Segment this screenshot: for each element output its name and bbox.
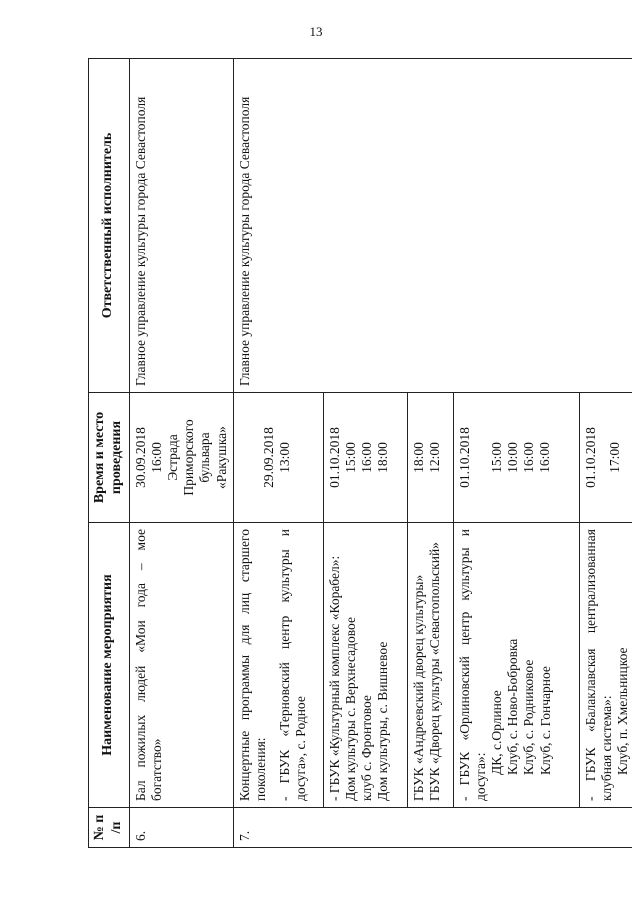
list-item: Клуб, с. Родниковое [521,659,537,775]
andreev-time [407,393,453,523]
list-item: Клуб, с. Ново-Бобровка [505,638,521,775]
events-table [88,58,632,848]
list-item: ГБУК «Дворец культуры «Севастопольский» [426,542,442,801]
row7-time-line: 29.09.2018 [260,427,276,488]
header-responsible: Ответственный исполнитель [89,59,130,393]
list-item: ГБУК «Андреевский дворец культуры» [410,574,426,801]
table-row [129,59,233,848]
orlin-time-line: 15:00 [488,442,504,473]
row6-time-line: «Ракушка» [213,426,229,489]
list-item: Клуб, п. Хмельницкое [615,647,631,775]
korabel-time-line: 15:00 [342,442,358,473]
andreev-time-line: 12:00 [426,442,442,473]
orlin-time-line: 10:00 [505,442,521,473]
row7-sub: - ГБУК «Терновский центр культуры и досуга», с. Родное [277,529,309,801]
rotated-table-container [88,58,631,848]
orlin-date: 01.10.2018 [456,427,472,488]
list-item: Дом культуры с. Верхнесадовое [342,617,358,801]
list-item: клуб с. Фронтовое [359,695,375,801]
orlin-time [453,393,579,523]
list-item: Клуб, с. Гончарное [537,666,553,775]
korabel-time-line: 18:00 [375,442,391,473]
row6-time-line: Эстрада Приморского [164,419,197,496]
balaklava-title: - ГБУК «Балаклавская централизованная клубная система»: [582,529,614,801]
row7-num: 7. [233,808,632,848]
header-event-name: Наименование мероприятия [89,523,130,808]
korabel-time-line: 01.10.2018 [326,427,342,488]
andreev-name [407,523,453,808]
header-num: № п /п [89,808,130,848]
balaklava-time [579,393,632,523]
row6-time-line: 16:00 [148,442,164,473]
orlin-time-line: 16:00 [521,442,537,473]
table-row [233,59,323,848]
row7-name [233,523,323,808]
list-item: ДК, с.Орлиное [489,690,505,775]
table-header-row [89,59,130,848]
list-item: Дом культуры, с. Вишневое [375,641,391,801]
row7-responsible: Главное управление культуры города Севастополя [233,59,632,393]
korabel-time [323,393,407,523]
andreev-time-line: 18:00 [410,442,426,473]
row7-time-line: 13:00 [276,442,292,473]
row6-name: Бал пожилых людей «Мои года – мое богатство» [129,523,233,808]
row6-time [129,393,233,523]
orlin-name [453,523,579,808]
balaklava-time-line: 17:00 [606,442,622,473]
korabel-name [323,523,407,808]
row7-intro: Концертные программы для лиц старшего поколения: [236,529,268,801]
page-number: 13 [309,24,323,39]
orlin-title: - ГБУК «Орлиновский центр культуры и досуга»: [456,529,488,801]
row6-num: 6. [129,808,233,848]
balaklava-date: 01.10.2018 [582,427,598,488]
korabel-title: - ГБУК «Культурный комплекс «Корабел»: [326,555,342,801]
row6-time-line: бульвара [197,432,213,483]
row6-responsible: Главное управление культуры города Севастополя [129,59,233,393]
korabel-time-line: 16:00 [359,442,375,473]
header-time-place: Время и место проведения [89,393,130,523]
balaklava-name [579,523,632,808]
row6-time-line: 30.09.2018 [132,427,148,488]
orlin-time-line: 16:00 [537,442,553,473]
row7-time [233,393,323,523]
